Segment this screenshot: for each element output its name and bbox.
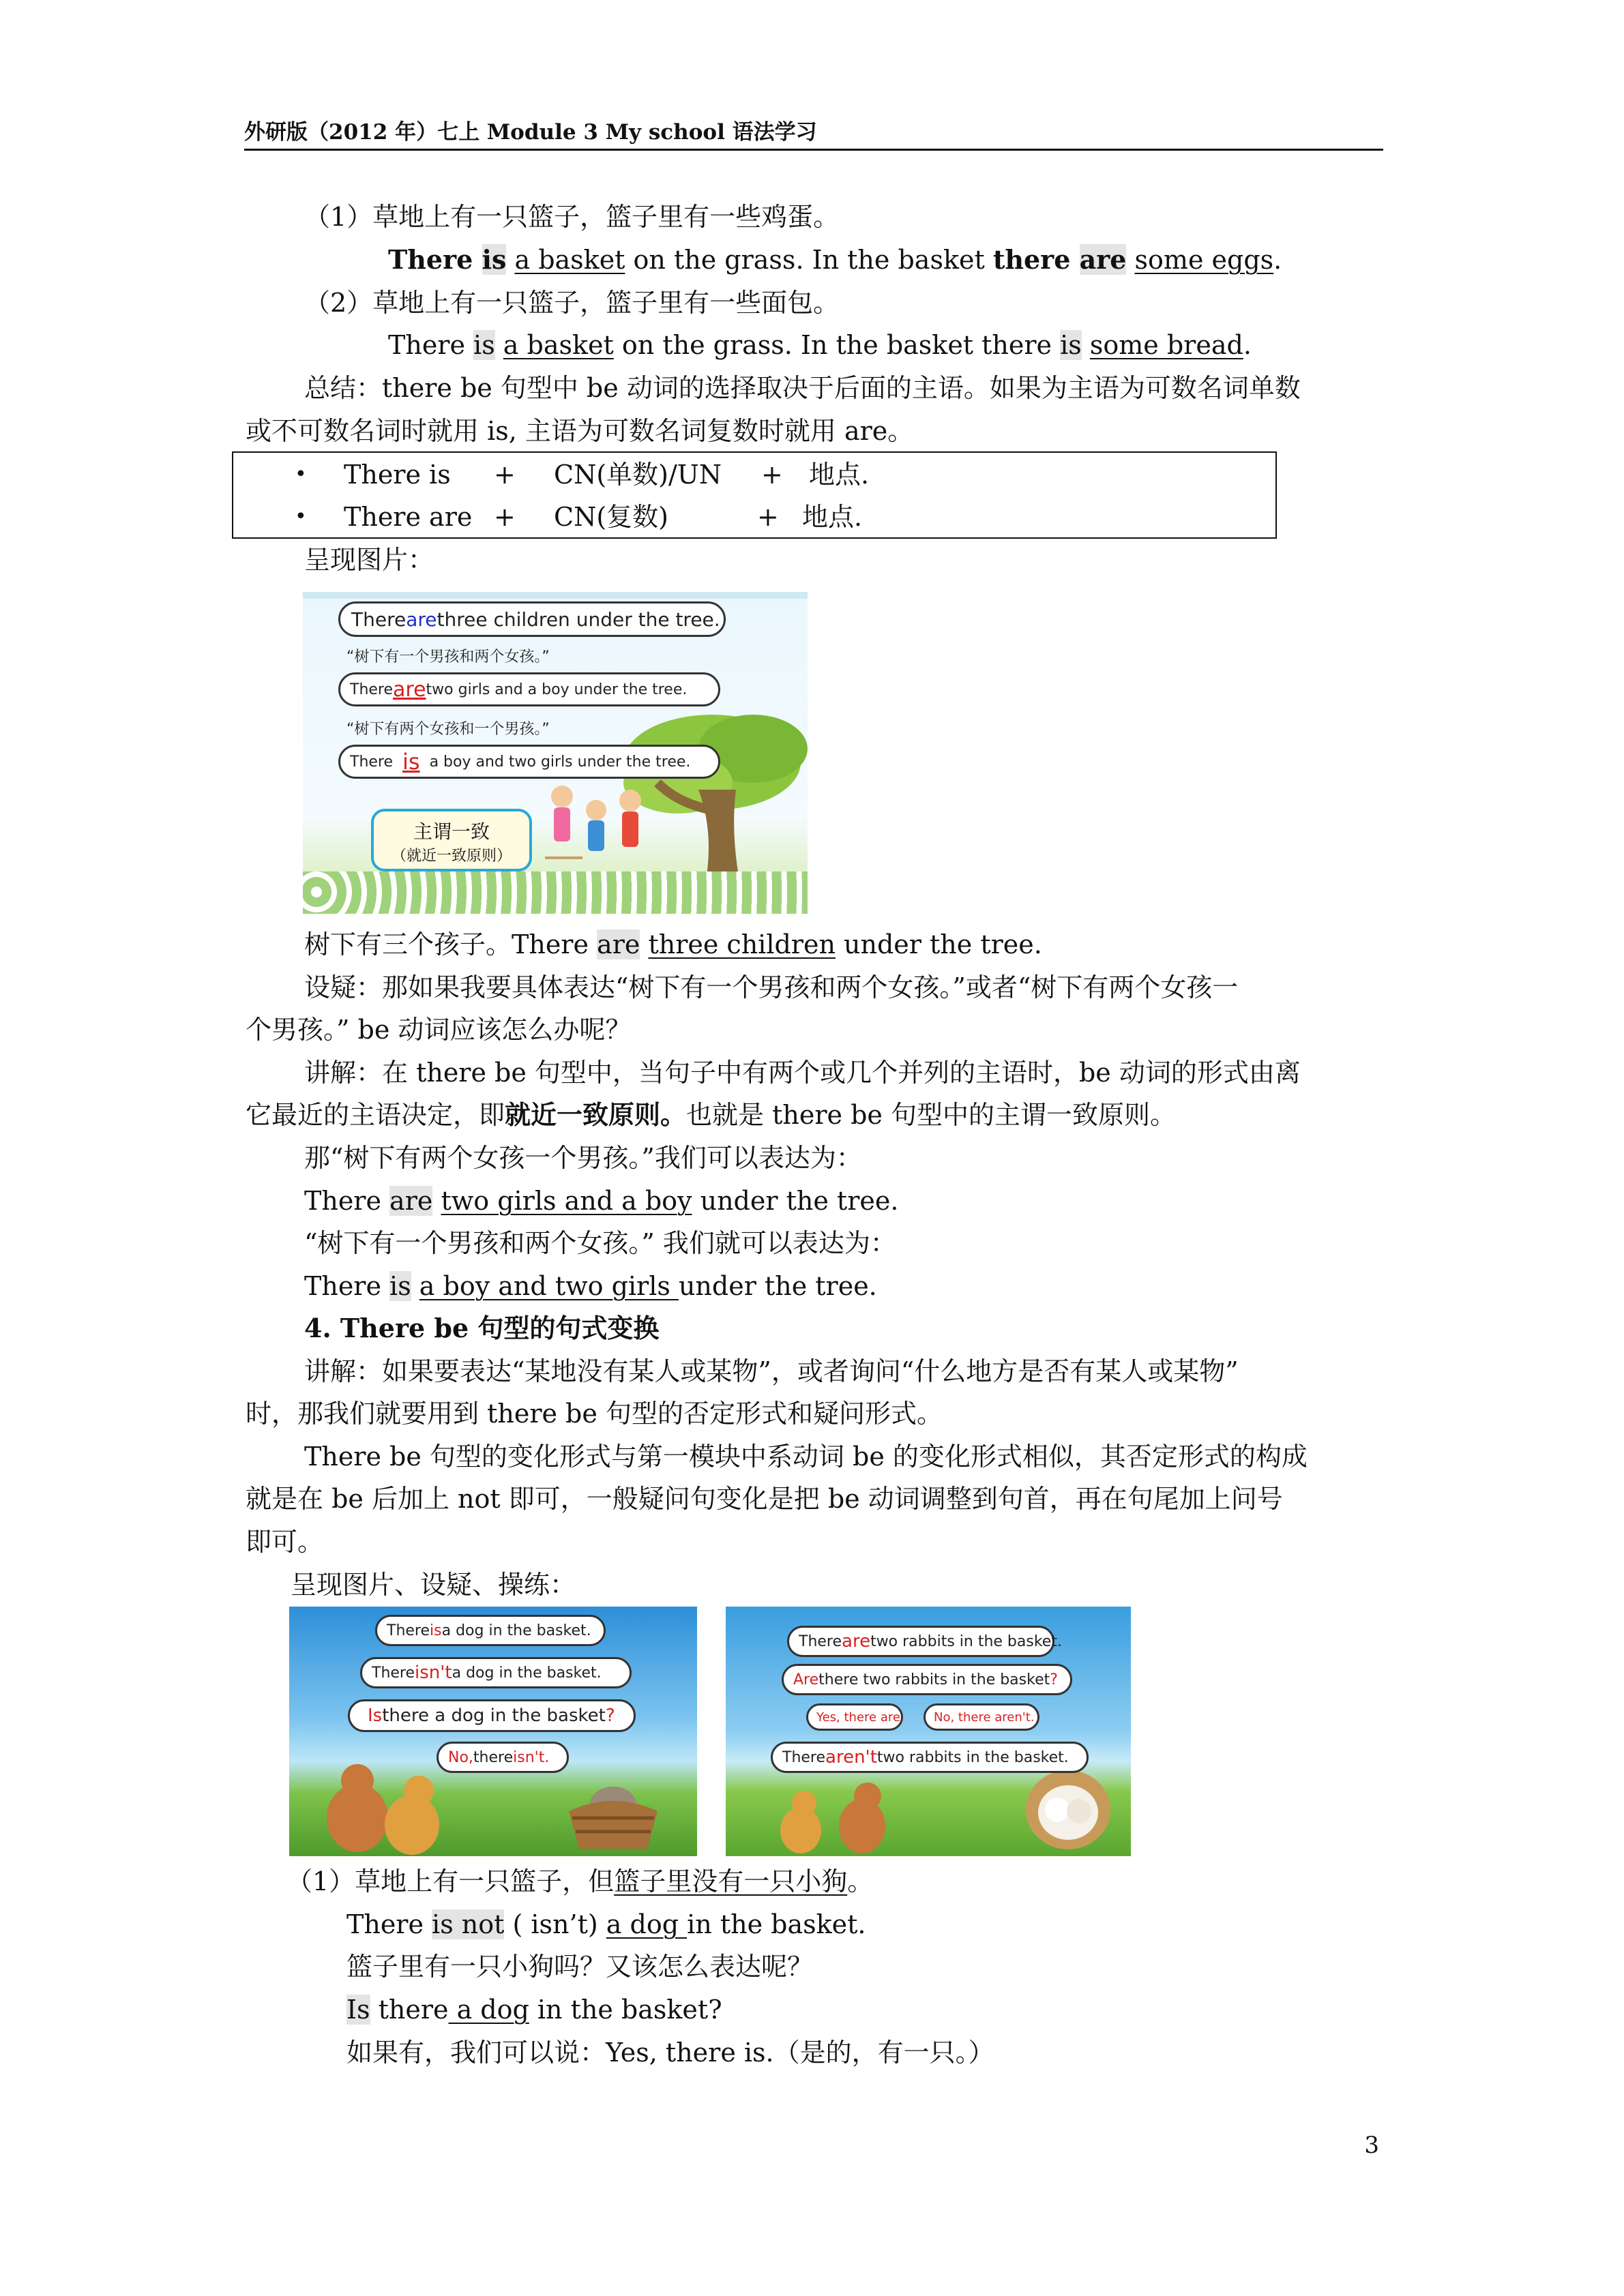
three-children-sentence: 树下有三个孩子。There are three children under the tree.	[304, 929, 1042, 959]
formula-row2-noun: CN(复数)	[554, 502, 668, 532]
example1-english: There is a basket on the grass. In the basket there are some eggs.	[388, 244, 1282, 275]
show-picture-label-2: 呈现图片、设疑、操练：	[291, 1570, 576, 1600]
quote-two-girls-boy: “树下有两个女孩和一个男孩。”	[346, 721, 550, 738]
quote-boy-two-girls: “树下有一个男孩和两个女孩。”	[346, 648, 550, 666]
formula-row1-subject: There is	[344, 460, 451, 490]
explain2-line-2: 时，那我们就要用到 there be 句型的否定形式和疑问形式。	[246, 1399, 943, 1429]
formula-row1-noun: CN(单数)/UN	[554, 460, 722, 490]
tree-illustration	[303, 592, 808, 914]
kangaroo-icon	[310, 1757, 467, 1856]
example1-chinese: （1）草地上有一只篮子，篮子里有一些鸡蛋。	[304, 202, 840, 232]
explain3-line-3: 即可。	[246, 1527, 324, 1557]
example2-english: There is a basket on the grass. In the basket there is some bread.	[388, 330, 1252, 360]
rabbit-bubble-no: No, there aren't.	[924, 1703, 1039, 1731]
formula-row1-plus1: +	[494, 460, 516, 490]
section-4-heading: 4. There be 句型的句式变换	[304, 1313, 660, 1343]
header-title: 外研版（2012 年）七上 Module 3 My school 语法学习	[244, 120, 817, 145]
rabbit-basket-scene	[726, 1607, 1131, 1856]
bubble-three-children: There are three children under the tree.	[338, 601, 726, 637]
formula-bullet-1: •	[295, 462, 307, 486]
formula-row1-place: 地点.	[809, 460, 870, 490]
flower-strip	[303, 871, 808, 914]
illustration-top-bar	[303, 592, 808, 599]
example3-negative: There is not ( isn’t) a dog in the basket.	[346, 1909, 866, 1939]
bubble-two-girls-and-boy: There are two girls and a boy under the tree.	[338, 672, 720, 706]
formula-row2-place: 地点.	[802, 502, 863, 532]
explain-line-2: 它最近的主语决定，即就近一致原则。也就是 there be 句型中的主谓一致原则。	[246, 1099, 1176, 1130]
explain3-line-2: 就是在 be 后加上 not 即可，一般疑问句变化是把 be 动词调整到句首，再在句尾加上问号	[246, 1484, 1283, 1514]
dog-bubble-is: There is a dog in the basket.	[375, 1615, 606, 1646]
rabbit-basket-icon	[1020, 1769, 1116, 1856]
header-divider	[244, 149, 1383, 151]
dog-bubble-no: No, there isn't.	[437, 1742, 569, 1773]
formula-row1-plus2: +	[761, 460, 783, 490]
dog-basket-scene	[289, 1607, 697, 1856]
agreement-tag-subtitle: （就近一致原则）	[391, 848, 512, 865]
agreement-tag-title: 主谓一致	[413, 820, 490, 843]
formula-row2-subject: There are	[344, 502, 473, 532]
page-number: 3	[1364, 2132, 1379, 2159]
formula-row2-plus1: +	[494, 502, 516, 532]
rabbit-bubble-are: There are two rabbits in the basket.	[787, 1626, 1054, 1657]
dog-bubble-isnt: There isn't a dog in the basket.	[360, 1657, 632, 1688]
example2-chinese: （2）草地上有一只篮子，篮子里有一些面包。	[304, 288, 840, 318]
example3-question-english: Is there a dog in the basket?	[346, 1995, 722, 2025]
explain-line-1: 讲解：在 there be 句型中，当句子中有两个或几个并列的主语时，be 动词的形式由离	[304, 1058, 1301, 1088]
example3-chinese: （1）草地上有一只篮子，但篮子里没有一只小狗。	[286, 1866, 874, 1896]
question-line-1: 设疑：那如果我要具体表达“树下有一个男孩和两个女孩。”或者“树下有两个女孩一	[304, 972, 1239, 1002]
explain3-line-1: There be 句型的变化形式与第一模块中系动词 be 的变化形式相似，其否定形式的构成	[304, 1442, 1308, 1472]
formula-row2-plus2: +	[757, 502, 779, 532]
summary-line-1: 总结：there be 句型中 be 动词的选择取决于后面的主语。如果为主语为可数名词单数	[304, 373, 1301, 403]
children-icon	[542, 776, 658, 878]
question-line-2: 个男孩。” be 动词应该怎么办呢？	[246, 1015, 632, 1045]
kangaroos-icon	[767, 1776, 903, 1856]
explain2-line-1: 讲解：如果要表达“某地没有某人或某物”，或者询问“什么地方是否有某人或某物”	[304, 1356, 1239, 1386]
show-picture-label: 呈现图片：	[304, 545, 434, 575]
so-line-2: “树下有一个男孩和两个女孩。” 我们就可以表达为：	[304, 1228, 896, 1258]
there-are-sentence: There are two girls and a boy under the tree.	[304, 1186, 899, 1216]
basket-icon	[562, 1777, 664, 1852]
summary-line-2: 或不可数名词时就用 is, 主语为可数名词复数时就用 are。	[246, 416, 914, 446]
dog-bubble-question: Is there a dog in the basket ?	[348, 1699, 636, 1732]
agreement-tag	[371, 809, 532, 871]
rabbit-bubble-yes: Yes, there are.	[806, 1703, 903, 1731]
example3-question-chinese: 篮子里有一只小狗吗？又该怎么表达呢？	[346, 1952, 814, 1982]
formula-bullet-2: •	[295, 505, 307, 528]
bubble-boy-and-two-girls: There is a boy and two girls under the tree.	[338, 745, 720, 779]
example3-yes-answer: 如果有，我们可以说：Yes, there is.（是的，有一只。）	[346, 2038, 994, 2068]
so-line: 那“树下有两个女孩一个男孩。”我们可以表达为：	[304, 1143, 862, 1173]
rabbit-bubble-question: Are there two rabbits in the basket ?	[782, 1664, 1072, 1695]
there-is-sentence: There is a boy and two girls under the tree.	[304, 1271, 877, 1301]
rabbit-bubble-arent: There aren't two rabbits in the basket.	[771, 1742, 1089, 1773]
